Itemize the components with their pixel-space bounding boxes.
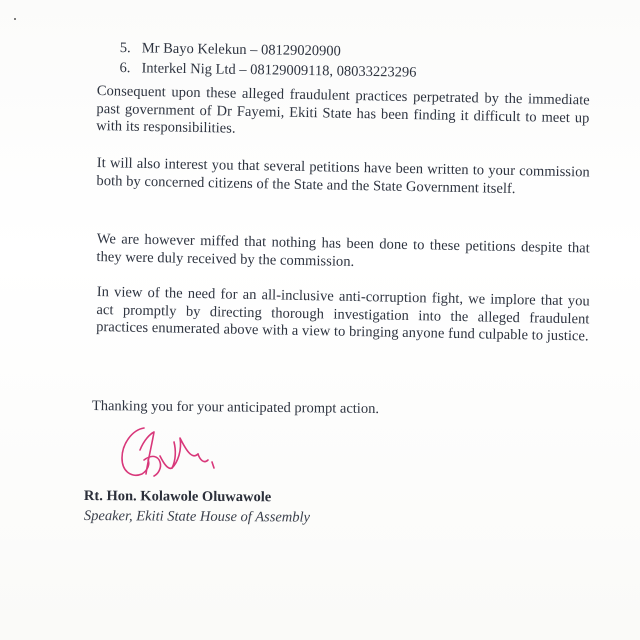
- closing-line: Thanking you for your anticipated prompt action.: [91, 398, 380, 418]
- body-paragraph-inaction: We are however miffed that nothing has been done to these petitions despite that they were duly received by the commission.: [96, 231, 590, 270]
- body-paragraph-consequences: Consequent upon these alleged fraudulent practices perpetrated by the immediate past government of Dr Fayemi, Ekiti State has been finding it difficult to meet up with its responsibilities.: [96, 83, 590, 137]
- list-item-number: 5.: [119, 39, 131, 57]
- list-item-text: Interkel Nig Ltd – 08129009118, 08033223296: [141, 60, 417, 81]
- list-item: [119, 58, 416, 83]
- list-item-text: Mr Bayo Kelekun – 08129020900: [141, 40, 341, 60]
- contact-list: [119, 38, 417, 83]
- body-paragraph-petitions: It will also interest you that several petitions have been written to your commission both by concerned citizens of the State and the State Government itself.: [96, 155, 590, 197]
- signatory-name: Rt. Hon. Kolawole Oluwawole: [83, 488, 272, 506]
- list-item-number: 6.: [119, 59, 131, 77]
- signatory-title: Speaker, Ekiti State House of Assembly: [83, 508, 311, 526]
- handwritten-signature: [114, 420, 224, 486]
- body-paragraph-request: In view of the need for an all-inclusive anti-corruption fight, we implore that you act promptly by directing thorough investigation into the alleged fraudulent practices enumerated above with a view to bringing anyone fund culpable to justice.: [96, 284, 590, 345]
- scan-speck: [14, 18, 16, 20]
